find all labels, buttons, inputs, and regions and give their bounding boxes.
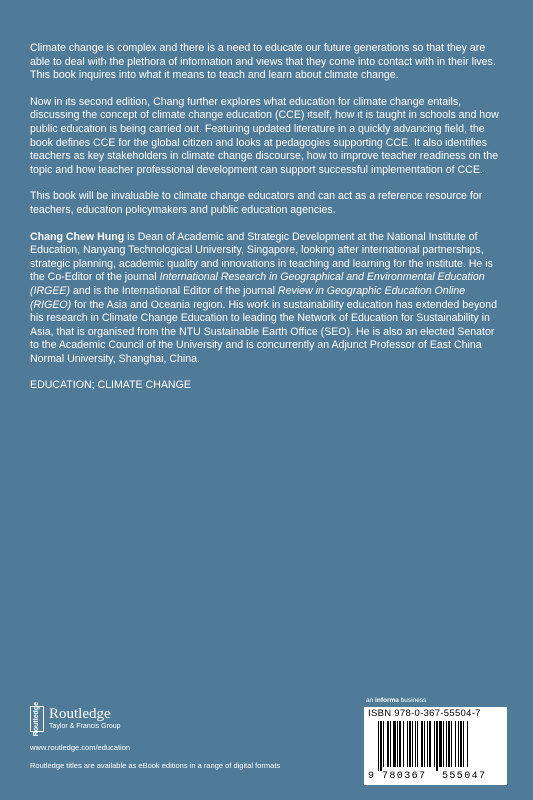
informa-business: an informa business: [366, 697, 427, 704]
publisher-group: Taylor & Francis Group: [49, 723, 121, 730]
barcode-digits-right: 555047: [442, 771, 487, 782]
author-bio: [30, 231, 505, 367]
publisher-block: [30, 701, 230, 752]
author-bio-text-1: is Dean of Academic and Strategic Development at the National Institute of Education, Nanyang Technological University, Singapore, looking after international partnerships, strategic planning, academic quality and innovations in teaching and learning for the institute. He is the Co-Editor of the journal: [30, 230, 493, 284]
barcode-digits-left: 780367: [382, 771, 427, 782]
publisher-url[interactable]: www.routledge.com/education: [30, 743, 131, 752]
ebook-note: Routledge titles are available as eBook editions in a range of digital formats: [30, 761, 281, 770]
isbn-barcode: [364, 707, 507, 785]
author-bio-text-2: and is the International Editor of the journal: [70, 284, 278, 297]
subject-categories: EDUCATION; CLIMATE CHANGE: [30, 379, 191, 392]
blurb-paragraph-3: This book will be invaluable to climate change educators and can act as a reference resource for teachers, education policymakers and public education agencies.: [30, 190, 483, 216]
barcode-icon: [378, 721, 494, 771]
journal-title-2: Review in Geographic Education Online (RIGEO): [30, 284, 466, 311]
author-bio-text-3: for the Asia and Oceania region. His work in sustainability education has extended beyond his research in Climate Change Education to leading the Network of Education for Sustainability in Asia, that is organised from the NTU Sustainable Earth Office (SEO). He is also an elected Senator to the Academic Council of the University and is concurrently an Adjunct Professor of East China Normal University, Shanghai, China.: [30, 298, 497, 365]
journal-title-1: International Research in Geographical and Environmental Education (IRGEE): [30, 271, 485, 297]
routledge-logo-icon: Routledge: [30, 706, 44, 732]
cover-text: [30, 42, 505, 406]
publisher-logo: [30, 701, 230, 737]
isbn-label: ISBN 978-0-367-55504-7: [368, 708, 481, 719]
blurb-paragraph-1: Climate change is complex and there is a need to educate our future generations so that they are able to deal with the plethora of information and views that they come into contact with in their lives. This book inquires into what it means to teach and learn about climate change.: [30, 42, 496, 82]
publisher-name: Routledge: [49, 706, 111, 722]
author-name: Chang Chew Hung: [30, 230, 125, 243]
barcode-digit-first: 9: [368, 771, 375, 782]
blurb-paragraph-2: Now in its second edition, Chang further explores what education for climate change entails, discussing the concept of climate change education (CCE) itself, how it is taught in schools and how public education is being carried out. Featuring updated literature in a quickly advancing field, the book defines CCE for the global citizen and looks at pedagogies supporting CCE. It also identifies teachers as key stakeholders in climate change discourse, how to improve teacher readiness on the topic and how teacher professional development can support successful implementation of CCE.: [30, 95, 499, 176]
